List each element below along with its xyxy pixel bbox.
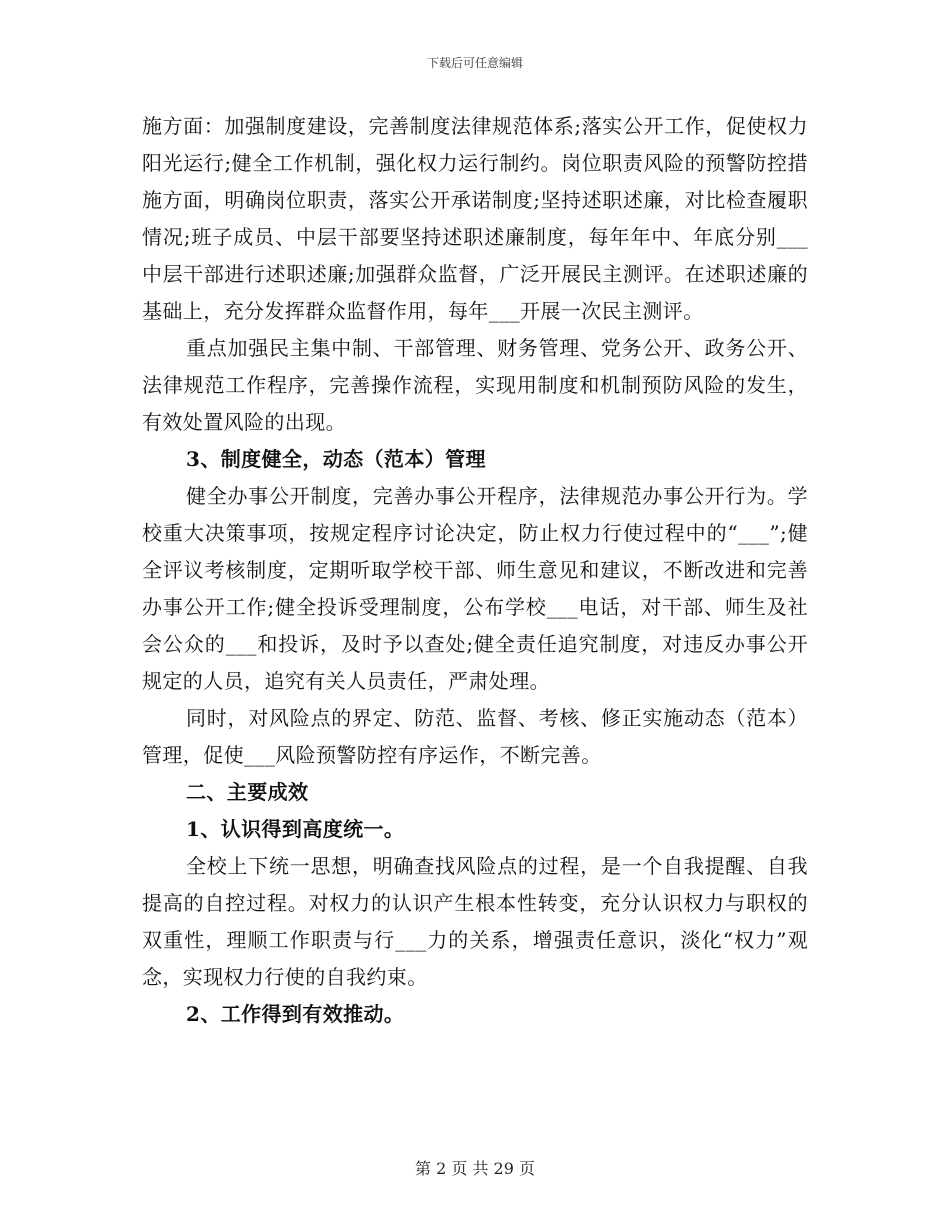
paragraph-open-affairs: 健全办事公开制度，完善办事公开程序，法律规范办事公开行为。学校重大决策事项，按规定程序讨论决定，防止权力行使过程中的“___”;健全评议考核制度，定期听取学校干部、师生意见和建议，不断改进和完善办事公开工作;健全投诉受理制度，公布学校___电话，对干部、师生及社会公众的___和投诉，及时予以查处;健全责任追究制度，对违反办事公开规定的人员，追究有关人员责任，严肃处理。 bbox=[142, 484, 808, 693]
heading-system-management: 3、制度健全，动态（范本）管理 bbox=[186, 447, 486, 471]
paragraph-key-strengthening: 重点加强民主集中制、干部管理、财务管理、党务公开、政务公开、法律规范工作程序，完善操作流程，实现用制度和机制预防风险的发生，有效处置风险的出现。 bbox=[142, 336, 808, 434]
paragraph-dynamic-management: 同时，对风险点的界定、防范、监督、考核、修正实施动态（范本）管理，促使___风险预警防控有序运作，不断完善。 bbox=[142, 706, 808, 767]
page-number: 第 2 页 共 29 页 bbox=[415, 1159, 535, 1178]
heading-work-promotion: 2、工作得到有效推动。 bbox=[186, 1002, 405, 1026]
paragraph-self-control: 全校上下统一思想，明确查找风险点的过程，是一个自我提醒、自我提高的自控过程。对权力的认识产生根本性转变，充分认识权力与职权的双重性，理顺工作职责与行___力的关系，增强责任意识，淡化“权力”观念，实现权力行使的自我约束。 bbox=[142, 854, 808, 989]
paragraph-continuation: 施方面：加强制度建设，完善制度法律规范体系;落实公开工作，促使权力阳光运行;健全工作机制，强化权力运行制约。岗位职责风险的预警防控措施方面，明确岗位职责，落实公开承诺制度;坚持述职述廉，对比检查履职情况;班子成员、中层干部要坚持述职述廉制度，每年年中、年底分别___中层干部进行述职述廉;加强群众监督，广泛开展民主测评。在述职述廉的基础上，充分发挥群众监督作用，每年___开展一次民主测评。 bbox=[142, 114, 808, 323]
page-header: 下载后可任意编辑 bbox=[426, 56, 523, 70]
heading-main-results: 二、主要成效 bbox=[186, 780, 309, 804]
document-body bbox=[142, 108, 808, 1033]
heading-unified-understanding: 1、认识得到高度统一。 bbox=[186, 817, 405, 841]
